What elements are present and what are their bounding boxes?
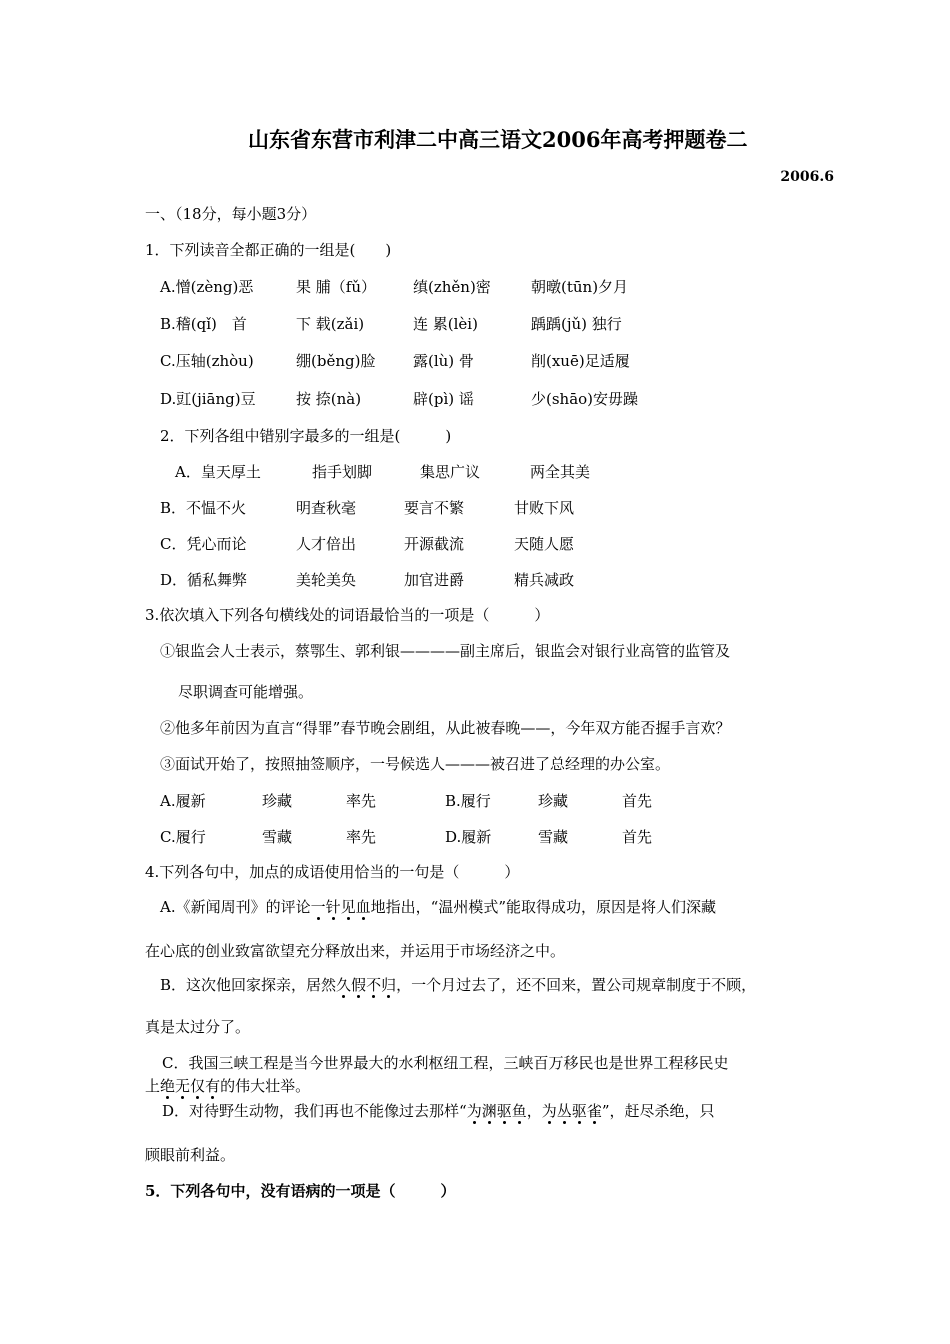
emphasis-char: 为 — [466, 1102, 482, 1120]
q4-option-b — [160, 975, 756, 995]
emphasis-char: 鱼 — [511, 1102, 527, 1120]
q2-stem: 2．下列各组中错别字最多的一组是( ) — [160, 427, 452, 445]
q4-option-d — [162, 1101, 715, 1121]
q1-stem: 1．下列读音全都正确的一组是( ) — [145, 241, 392, 259]
emphasis-char: 血 — [355, 898, 371, 916]
q2-option: 明查秋毫 — [296, 499, 357, 517]
q1-option: 按 捺(nà) — [296, 390, 362, 408]
q3-option: B.履行 — [445, 792, 491, 810]
q4-c-text: 上 — [145, 1077, 161, 1095]
q4-option-b-cont: 真是太过分了。 — [145, 1018, 251, 1036]
page-title: 山东省东营市利津二中高三语文2006年高考押题卷二 — [248, 127, 748, 152]
q1-option: 下 载(zǎi) — [296, 315, 365, 333]
q4-d-text: ”，赶尽杀绝，只 — [601, 1102, 715, 1120]
q3-option: 首先 — [622, 828, 653, 846]
q1-option: 果 脯（fǔ） — [296, 278, 376, 296]
emphasis-char: 绝 — [160, 1077, 176, 1095]
emphasis-char: 见 — [340, 898, 356, 916]
emphasis-char: 驱 — [571, 1102, 587, 1120]
q3-sentence-1: ①银监会人士表示，蔡鄂生、郭利银————副主席后，银监会对银行业高管的监管及 — [160, 642, 731, 660]
emphasis-char: 一 — [310, 898, 326, 916]
q4-stem: 4.下列各句中，加点的成语使用恰当的一句是（ ） — [145, 863, 520, 881]
q4-option-a — [160, 897, 716, 917]
emphasis-char: 渊 — [481, 1102, 497, 1120]
q3-sentence-1-cont: 尽职调查可能增强。 — [178, 683, 314, 701]
emphasis-char: 归 — [381, 976, 397, 994]
emphasis-char: 针 — [325, 898, 341, 916]
exam-date: 2006.6 — [780, 169, 834, 185]
q2-option: 精兵减政 — [514, 571, 575, 589]
q1-option: 露(lù) 骨 — [413, 352, 474, 370]
q4-c-text: 的伟大壮举。 — [220, 1077, 311, 1095]
q1-option: 朝暾(tūn)夕月 — [531, 278, 629, 296]
q2-option: 指手划脚 — [312, 463, 373, 481]
q4-option-c: C．我国三峡工程是当今世界最大的水利枢纽工程，三峡百万移民也是世界工程移民史 — [162, 1054, 729, 1072]
emphasis-char: 仅 — [190, 1077, 206, 1095]
q4-b-idiom — [336, 976, 396, 994]
q2-option: C．凭心而论 — [160, 535, 247, 553]
q2-option: 天随人愿 — [514, 535, 575, 553]
emphasis-char: 无 — [175, 1077, 191, 1095]
q2-option: 要言不繁 — [404, 499, 465, 517]
q4-d-text: D．对待野生动物，我们再也不能像过去那样“ — [162, 1102, 467, 1120]
section-heading: 一、（18分，每小题3分） — [145, 205, 317, 223]
q3-option: 珍藏 — [262, 792, 293, 810]
q2-option: 开源截流 — [404, 535, 465, 553]
q1-option: 连 累(lèi) — [413, 315, 478, 333]
q4-option-d-cont: 顾眼前利益。 — [145, 1146, 236, 1164]
q2-option: 两全其美 — [530, 463, 591, 481]
q5-stem: 5．下列各句中，没有语病的一项是（ ） — [145, 1182, 456, 1200]
q3-sentence-3: ③面试开始了，按照抽签顺序，一号候选人———被召进了总经理的办公室。 — [160, 755, 671, 773]
q1-option: A.憎(zèng)恶 — [160, 278, 254, 296]
emphasis-char: 假 — [351, 976, 367, 994]
q1-option: 绷(běng)脸 — [296, 352, 376, 370]
q3-option: 雪藏 — [262, 828, 293, 846]
q1-option: 辟(pì) 谣 — [413, 390, 474, 408]
q2-option: 甘败下风 — [514, 499, 575, 517]
q3-option: 首先 — [622, 792, 653, 810]
q1-option: B.稽(qǐ) 首 — [160, 315, 247, 333]
q4-d-idiom-2 — [542, 1102, 602, 1120]
q4-a-idiom — [311, 898, 371, 916]
q2-option: D．循私舞弊 — [160, 571, 248, 589]
emphasis-char: 为 — [541, 1102, 557, 1120]
q4-option-c-cont — [145, 1076, 310, 1096]
emphasis-char: 不 — [366, 976, 382, 994]
q4-c-idiom — [160, 1077, 220, 1095]
emphasis-char: 久 — [336, 976, 352, 994]
q4-d-text: ， — [526, 1102, 542, 1120]
emphasis-char: 驱 — [496, 1102, 512, 1120]
q1-option: 踽踽(jǔ) 独行 — [531, 315, 622, 333]
q3-option: C.履行 — [160, 828, 206, 846]
q3-stem: 3.依次填入下列各句横线处的词语最恰当的一项是（ ） — [145, 606, 550, 624]
q2-option: 美轮美奂 — [296, 571, 357, 589]
q2-option: A．皇天厚土 — [175, 463, 261, 481]
q1-option: 缜(zhěn)密 — [413, 278, 491, 296]
q1-option: 少(shāo)安毋躁 — [531, 390, 639, 408]
emphasis-char: 丛 — [556, 1102, 572, 1120]
q3-option: 雪藏 — [538, 828, 569, 846]
emphasis-char: 雀 — [586, 1102, 602, 1120]
q2-option: 加官进爵 — [404, 571, 465, 589]
emphasis-char: 有 — [205, 1077, 221, 1095]
q4-a-text: A.《新闻周刊》的评论 — [160, 898, 311, 916]
q2-option: B．不愠不火 — [160, 499, 247, 517]
q2-option: 集思广议 — [420, 463, 481, 481]
q2-option: 人才倍出 — [296, 535, 357, 553]
q3-option: 珍藏 — [538, 792, 569, 810]
q4-a-text: 地指出，“温州模式”能取得成功，原因是将人们深藏 — [370, 898, 717, 916]
q1-option: D.豇(jiāng)豆 — [160, 390, 256, 408]
q4-b-text: ，一个月过去了，还不回来，置公司规章制度于不顾， — [396, 976, 757, 994]
q3-sentence-2: ②他多年前因为直言“得罪”春节晚会剧组，从此被春晚——，今年双方能否握手言欢？ — [160, 719, 731, 737]
q3-option: 率先 — [346, 828, 377, 846]
q4-b-text: B．这次他回家探亲，居然 — [160, 976, 337, 994]
q1-option: C.压轴(zhòu) — [160, 352, 254, 370]
q4-option-a-cont: 在心底的创业致富欲望充分释放出来，并运用于市场经济之中。 — [145, 942, 566, 960]
q4-d-idiom-1 — [467, 1102, 527, 1120]
q1-option: 削(xuē)足适履 — [531, 352, 630, 370]
q3-option: 率先 — [346, 792, 377, 810]
q3-option: A.履新 — [160, 792, 206, 810]
q3-option: D.履新 — [445, 828, 492, 846]
